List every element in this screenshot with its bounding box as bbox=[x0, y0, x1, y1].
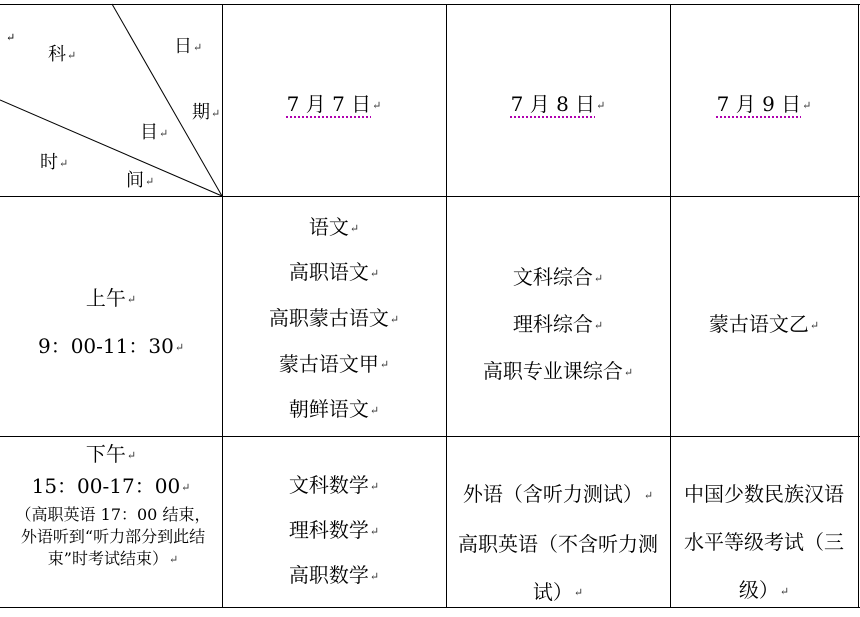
date-header-day3: 7 月 9 日↵ bbox=[670, 94, 858, 114]
table-border-right bbox=[858, 4, 859, 608]
header-label-subject-2: 目↵ bbox=[140, 124, 168, 142]
morning-day1-subjects bbox=[222, 204, 446, 432]
afternoon-day2-subjects bbox=[452, 470, 664, 617]
subject-item: 高职蒙古语文↵ bbox=[269, 306, 399, 330]
morning-day3-subject: 蒙古语文乙↵ bbox=[670, 314, 858, 334]
subject-item: 高职英语（不含听力测试）↵ bbox=[452, 520, 664, 617]
para-mark: ↵ bbox=[6, 32, 15, 43]
header-label-date-2: 期↵ bbox=[192, 104, 220, 122]
subject-item: 高职数学↵ bbox=[289, 563, 379, 587]
subject-item: 理科数学↵ bbox=[289, 518, 379, 542]
header-label-time-1: 时↵ bbox=[40, 154, 68, 172]
subject-item: 外语（含听力测试）↵ bbox=[452, 470, 664, 520]
subject-item: 语文↵ bbox=[309, 215, 359, 239]
header-label-date-1: 日↵ bbox=[174, 38, 202, 56]
morning-label: 上午↵ bbox=[0, 288, 222, 308]
date-header-day1: 7 月 7 日↵ bbox=[222, 94, 446, 114]
header-label-subject: 科↵ bbox=[48, 46, 76, 64]
row-divider-morning bbox=[0, 436, 860, 437]
afternoon-note: （高职英语 17：00 结束，外语听到“听力部分到此结束”时考试结束）↵ bbox=[10, 504, 216, 571]
afternoon-day3-subject: 中国少数民族汉语水平等级考试（三级）↵ bbox=[676, 470, 852, 616]
subject-item: 蒙古语文甲↵ bbox=[279, 352, 389, 376]
date-header-day2: 7 月 8 日↵ bbox=[446, 94, 670, 114]
afternoon-label: 下午↵ bbox=[0, 444, 222, 464]
subject-item: 高职语文↵ bbox=[289, 260, 379, 284]
subject-item: 朝鲜语文↵ bbox=[289, 397, 379, 421]
header-label-time-2: 间↵ bbox=[126, 172, 154, 190]
diagonal-header-lines bbox=[0, 0, 224, 200]
morning-time: 9：00-11：30↵ bbox=[0, 336, 222, 356]
subject-item: 文科数学↵ bbox=[289, 473, 379, 497]
afternoon-day1-subjects bbox=[222, 462, 446, 598]
subject-item: 理科综合↵ bbox=[513, 312, 603, 336]
subject-item: 高职专业课综合↵ bbox=[483, 359, 633, 383]
afternoon-time: 15：00-17：00↵ bbox=[0, 476, 222, 496]
subject-item: 文科综合↵ bbox=[513, 265, 603, 289]
morning-day2-subjects bbox=[446, 254, 670, 394]
